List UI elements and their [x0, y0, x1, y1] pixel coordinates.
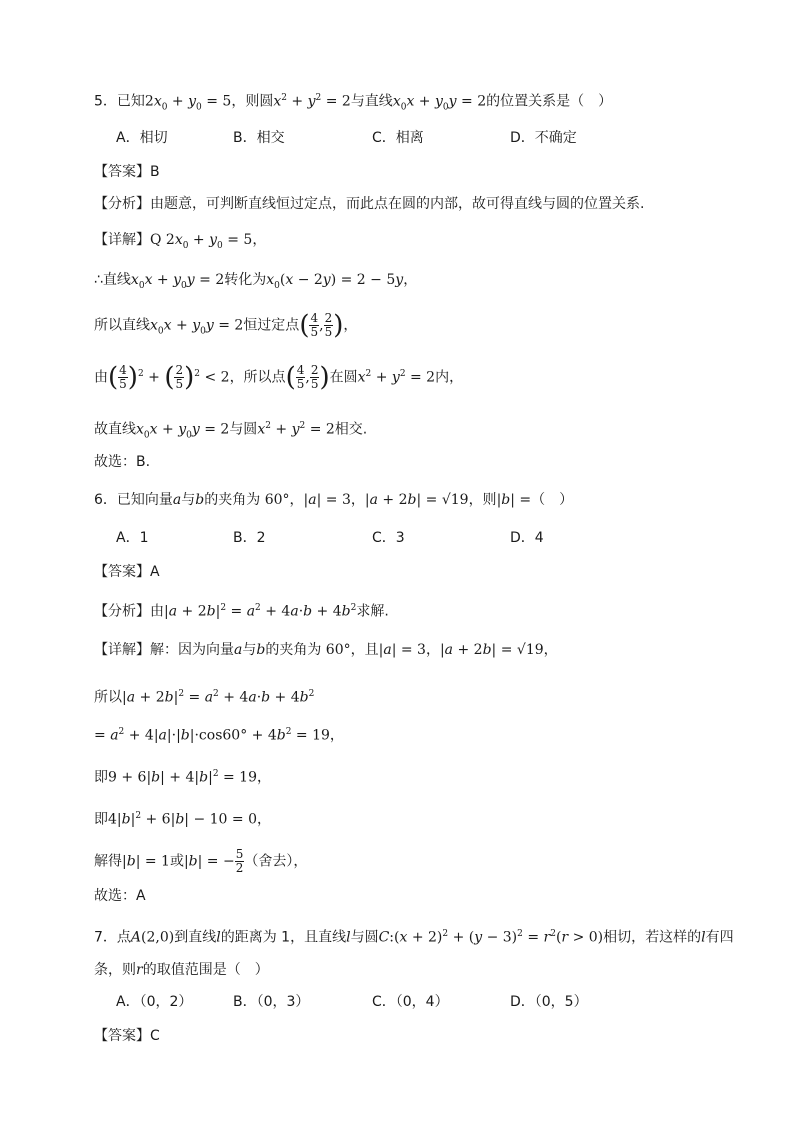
q6-detail-4: 即$9 + 6|b| + 4|b|^2 = 19$， [94, 769, 271, 786]
q6-detail-tag: 【详解】 [94, 642, 150, 658]
q5-option-c: C．相离 [372, 130, 424, 146]
q5-answer-tag: 【答案】 [94, 164, 150, 180]
q7-stem-1: 7．点A(2,0)到直线l的距离为 1，且直线l与圆C:(x + $2)^2 + (y - 3)^2 = r^2(r > 0)$相切，若这样的l有四 [94, 929, 734, 946]
q6-answer-tag: 【答案】 [94, 564, 150, 580]
q5-stem: 5．已知$2x_0 + y_0 = 5$，则圆$x^2 + y^2 = 2$与直线$x_0x + y_0y = 2$的位置关系是（ ） [94, 93, 613, 113]
q7-option-d: D．（0，5） [510, 994, 588, 1010]
q6-answer [94, 562, 160, 582]
q6-analysis: 【分析】由$|a + 2b|^2 = a^2 + 4a\cdot b + 4b^2$求解. [94, 603, 389, 620]
q5-analysis-text: 由题意，可判断直线恒过定点，而此点在圆的内部，故可得直线与圆的位置关系. [150, 196, 645, 212]
q6-detail-2: 所以$|a + 2b|^2 = a^2 + 4a\cdot b + 4b^2$ [94, 689, 315, 706]
q6-detail-3: = $a^2 + 4|a|\cdot|b|\cdot\cos 60^\circ + 4b^2 = 19$， [94, 727, 344, 744]
q7-option-b: B．（0，3） [233, 994, 310, 1010]
q6-detail-5: 即$4|b|^2 + 6|b| - 10 = 0$， [94, 811, 271, 828]
q6-option-a: A．1 [116, 530, 149, 546]
q7-answer [94, 1026, 160, 1046]
q7-stem-2: 条，则r的取值范围是（ ） [94, 962, 269, 978]
q5-analysis [94, 194, 644, 214]
q5-detail-3: 所以直线$x_0x + y_0y = 2$恒过定点( $\frac{4}{5}$ , $\frac{2}{5}$ )， [94, 310, 358, 341]
q5-option-d: D．不确定 [510, 130, 577, 146]
q6-option-d: D．4 [510, 530, 544, 546]
q7-answer-value: C [150, 1028, 160, 1044]
q6-option-b: B．2 [233, 530, 266, 546]
q6-choose: 故选：A [94, 888, 146, 904]
q5-detail-1: 【详解】Q $2x_0 + y_0 = 5$， [94, 232, 267, 251]
q5-detail-tag: 【详解】 [94, 232, 150, 248]
q7-option-a: A．（0，2） [116, 994, 193, 1010]
q5-answer [94, 162, 160, 182]
q7-option-c: C．（0，4） [372, 994, 449, 1010]
q5-option-b: B．相交 [233, 130, 285, 146]
q5-option-a: A．相切 [116, 130, 168, 146]
q5-choose: 故选：B. [94, 454, 151, 470]
q5-detail-4: 由( $\frac{4}{5}$ )$^2$ + ( $\frac{2}{5}$ )$^2$ < 2，所以点( $\frac{4}{5}$ , $\frac{2}{5}$ )在圆$x^2 + y^2 = 2$内， [94, 362, 464, 393]
q6-answer-value: A [150, 564, 160, 580]
q6-stem: 6．已知向量a与b的夹角为 60°，|a| = 3，|a + 2b| = √19，则|b| =（ ） [94, 492, 574, 508]
q5-analysis-tag: 【分析】 [94, 196, 150, 212]
q7-answer-tag: 【答案】 [94, 1028, 150, 1044]
q5-detail-5: 故直线$x_0x + y_0y = 2$与圆$x^2 + y^2 = 2$相交. [94, 421, 368, 441]
q5-answer-value: B [150, 164, 160, 180]
q6-option-c: C．3 [372, 530, 405, 546]
q5-detail-2: ∴直线$x_0x + y_0y = 2$转化为$x_0(x - 2y) = 2 - 5y$， [94, 272, 418, 291]
q6-detail-6: 解得|b| = 1或|b| = − $\frac{5}{2}$ （舍去）， [94, 847, 308, 875]
q6-detail-1: 【详解】解：因为向量a与b的夹角为 60°，且|a| = 3，|a + 2b| = √19， [94, 642, 558, 658]
q6-analysis-tag: 【分析】 [94, 603, 150, 620]
